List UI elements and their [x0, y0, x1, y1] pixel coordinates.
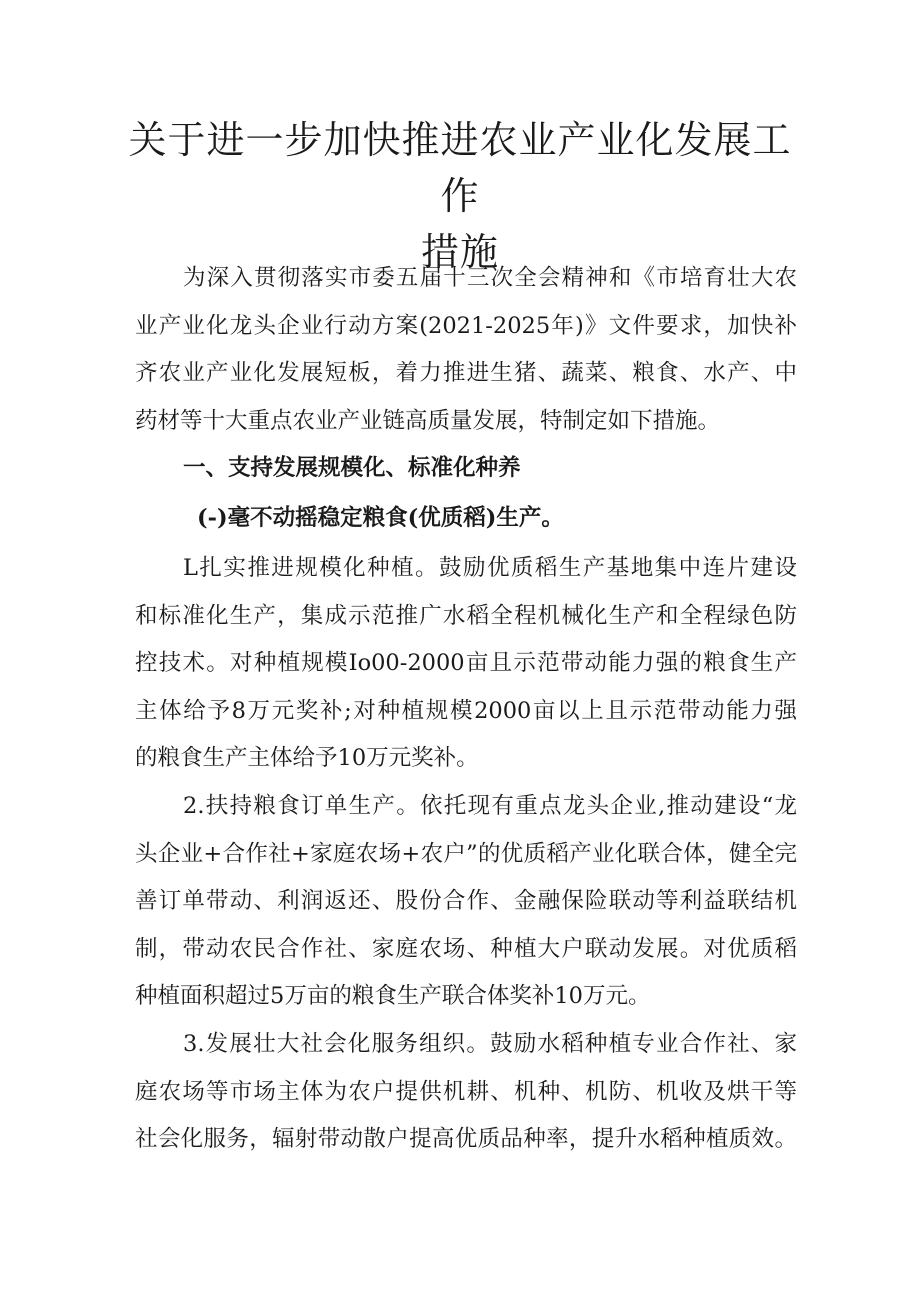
- item-3-line: 3.发展壮大社会化服务组织。鼓励水稻种植专业合作社、家: [183, 1031, 797, 1057]
- intro-line: 为深入贯彻落实市委五届十三次全会精神和《市培育壮大农: [183, 265, 797, 291]
- item-1-line: 控技术。对种植规模Io00-2000亩且示范带动能力强的粮食生产: [135, 650, 797, 677]
- item-1-line: L扎实推进规模化种植。鼓励优质稻生产基地集中连片建设: [183, 555, 797, 581]
- item-1-line: 主体给予8万元奖补;对种植规模2000亩以上且示范带动能力强: [135, 697, 797, 724]
- item-2-line: 头企业+合作社+家庭农场+农户”的优质稻产业化联合体，健全完: [135, 840, 797, 867]
- item-2-line: 善订单带动、利润返还、股份合作、金融保险联动等利益联结机: [135, 888, 797, 915]
- item-1-paragraph: [135, 545, 797, 783]
- item-3-line: 庭农场等市场主体为农户提供机耕、机种、机防、机收及烘干等: [135, 1078, 797, 1105]
- intro-paragraph: [135, 255, 797, 445]
- title-line-2: 措施: [420, 230, 499, 274]
- item-1-line: 的粮食生产主体给予10万元奖补。: [135, 745, 479, 772]
- item-2-line: 制，带动农民合作社、家庭农场、种植大户联动发展。对优质稻: [135, 935, 797, 962]
- item-2-line: 2.扶持粮食订单生产。依托现有重点龙头企业,推动建设“龙: [183, 793, 797, 819]
- item-3-line: 社会化服务，辐射带动散户提高优质品种率，提升水稻种植质效。: [135, 1126, 797, 1153]
- intro-line: 药材等十大重点农业产业链高质量发展，特制定如下措施。: [135, 407, 721, 434]
- subsection-heading: (-)毫不动摇稳定粮食(优质稻)生产。: [197, 505, 564, 531]
- title-line-1: 关于进一步加快推进农业产业化发展工作: [128, 118, 792, 218]
- intro-line: 齐农业产业化发展短板，着力推进生猪、蔬菜、粮食、水产、中: [135, 360, 797, 387]
- section-heading: 一、支持发展规模化、标准化种养: [183, 455, 521, 481]
- intro-line: 业产业化龙头企业行动方案(2021-2025年)》文件要求，加快补: [135, 312, 797, 339]
- item-2-line: 种植面积超过5万亩的粮食生产联合体奖补10万元。: [135, 983, 651, 1010]
- item-3-paragraph: [135, 1021, 797, 1164]
- item-2-paragraph: [135, 783, 797, 1021]
- item-1-line: 和标准化生产，集成示范推广水稻全程机械化生产和全程绿色防: [135, 602, 797, 629]
